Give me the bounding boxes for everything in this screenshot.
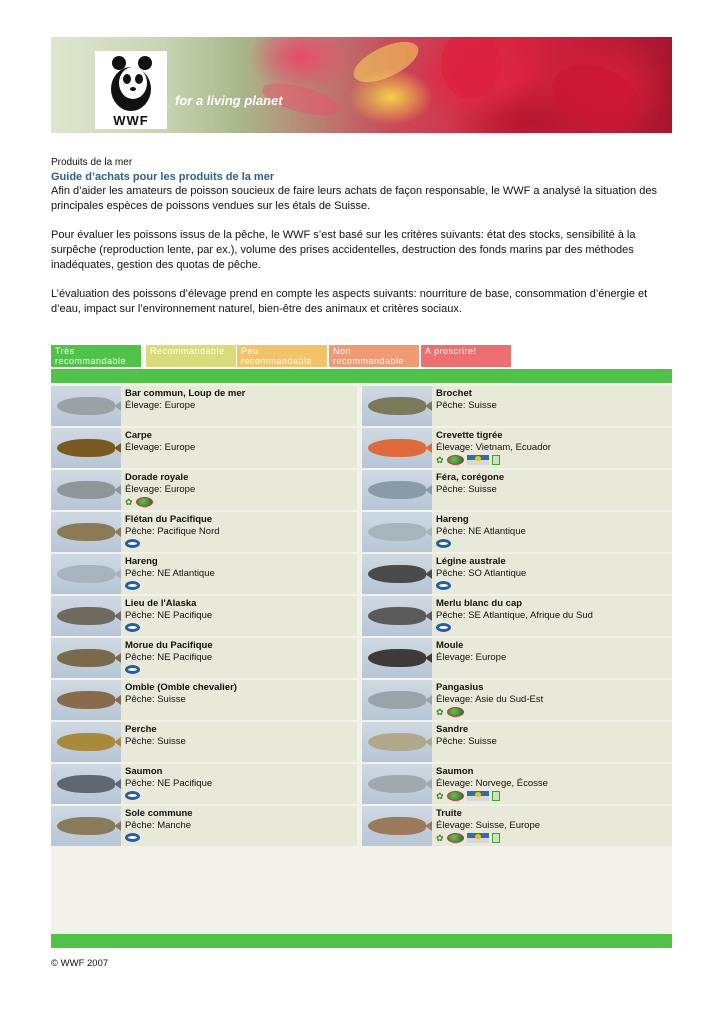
fish-icon (57, 523, 115, 541)
label-icons (125, 790, 140, 801)
fish-name: Omble (Omble chevalier) (125, 682, 237, 693)
fish-photo (51, 638, 121, 678)
fish-origin: Pêche: NE Pacifique (125, 652, 213, 663)
msc-label-icon (125, 539, 140, 548)
label-icons (125, 664, 140, 675)
friend-of-the-sea-icon (467, 833, 489, 843)
fish-name: Pangasius (436, 682, 484, 693)
fish-photo (362, 386, 432, 426)
fish-origin: Pêche: Suisse (436, 484, 497, 495)
fish-icon (57, 649, 115, 667)
fish-origin: Élevage: Vietnam, Ecuador (436, 442, 551, 453)
msc-label-icon (125, 791, 140, 800)
label-icons (436, 706, 464, 717)
label-icons (436, 454, 500, 465)
fish-photo (51, 470, 121, 510)
fish-photo (51, 596, 121, 636)
fish-entry (362, 722, 672, 762)
fish-photo (362, 806, 432, 846)
fish-origin: Pêche: SE Atlantique, Afrique du Sud (436, 610, 593, 621)
fish-origin: Pêche: NE Atlantique (125, 568, 215, 579)
msc-label-icon (436, 539, 451, 548)
fish-entry (51, 764, 357, 804)
fish-entry (362, 470, 672, 510)
msc-label-icon (125, 833, 140, 842)
fish-origin: Pêche: Pacifique Nord (125, 526, 220, 537)
bud-label-icon (492, 833, 500, 843)
fish-name: Sandre (436, 724, 469, 735)
fish-photo (51, 764, 121, 804)
section-kicker: Produits de la mer (51, 157, 133, 168)
fish-photo (51, 680, 121, 720)
fish-entry (362, 638, 672, 678)
fish-name: Morue du Pacifique (125, 640, 213, 651)
fish-origin: Pêche: Suisse (436, 400, 497, 411)
legend-a-proscrire: A proscrire! (421, 345, 511, 367)
bio-label-icon: ✿ (436, 832, 444, 843)
fish-name: Merlu blanc du cap (436, 598, 523, 609)
fish-entry (362, 680, 672, 720)
fish-origin: Pêche: NE Atlantique (436, 526, 526, 537)
fish-icon (57, 565, 115, 583)
label-icons (125, 622, 140, 633)
fish-icon (368, 523, 426, 541)
friend-of-the-sea-icon (467, 455, 489, 465)
legend-peu-recommandable: Peu recommandable (237, 345, 327, 367)
fish-photo (51, 806, 121, 846)
fish-name: Truite (436, 808, 462, 819)
farming-criteria-paragraph: L’évaluation des poissons d’élevage prend en compte les aspects suivants: nourriture de base, consommation d’énergie et d’eau, impact sur l’environnement naturel, bien-être des animaux et critères sociaux. (51, 288, 648, 315)
fish-name: Crevette tigrée (436, 430, 503, 441)
msc-label-icon (125, 581, 140, 590)
bud-label-icon (492, 791, 500, 801)
fish-entry (51, 680, 357, 720)
fish-photo (362, 596, 432, 636)
logo-text: WWF (113, 113, 149, 128)
fish-name: Légine australe (436, 556, 506, 567)
panda-icon (101, 53, 161, 115)
label-icons (125, 538, 140, 549)
fish-name: Hareng (125, 556, 158, 567)
fish-origin: Pêche: SO Atlantique (436, 568, 527, 579)
fish-icon (368, 439, 426, 457)
fish-entry (51, 554, 357, 594)
fish-photo (51, 386, 121, 426)
fish-icon (368, 607, 426, 625)
fish-origin: Élevage: Europe (125, 400, 196, 411)
fish-origin: Élevage: Suisse, Europe (436, 820, 541, 831)
bio-label-icon: ✿ (125, 496, 133, 507)
fish-icon (368, 565, 426, 583)
fish-name: Perche (125, 724, 157, 735)
bio-suisse-icon (136, 497, 153, 507)
fish-entry (51, 638, 357, 678)
header-banner (51, 37, 672, 133)
fish-icon (368, 397, 426, 415)
label-icons (436, 790, 500, 801)
fish-icon (368, 817, 426, 835)
msc-label-icon (436, 623, 451, 632)
fish-icon (368, 775, 426, 793)
fish-icon (57, 607, 115, 625)
fish-photo (51, 554, 121, 594)
friend-of-the-sea-icon (467, 791, 489, 801)
fish-origin: Pêche: NE Pacifique (125, 610, 213, 621)
fish-entry (51, 596, 357, 636)
legend-recommandable: Recommandable (146, 345, 236, 367)
bud-label-icon (492, 455, 500, 465)
fish-icon (368, 649, 426, 667)
legend-tres-recommandable: Très recommandable (51, 345, 141, 367)
bio-suisse-icon (447, 707, 464, 717)
fish-name: Dorade royale (125, 472, 189, 483)
fish-origin: Pêche: Suisse (436, 736, 497, 747)
fish-photo (51, 722, 121, 762)
fish-name: Saumon (125, 766, 163, 777)
fish-photo (362, 764, 432, 804)
fish-entry (362, 596, 672, 636)
fish-entry (51, 386, 357, 426)
label-icons (125, 496, 153, 507)
fish-photo (362, 470, 432, 510)
msc-label-icon (125, 623, 140, 632)
label-icons (436, 622, 451, 633)
fish-name: Saumon (436, 766, 474, 777)
fish-origin: Élevage: Asie du Sud-Est (436, 694, 544, 705)
msc-label-icon (436, 581, 451, 590)
bio-suisse-icon (447, 455, 464, 465)
fish-icon (57, 733, 115, 751)
fish-origin: Pêche: Manche (125, 820, 192, 831)
page-title: Guide d’achats pour les produits de la mer (51, 171, 275, 183)
fish-origin: Pêche: Suisse (125, 694, 186, 705)
fish-icon (368, 481, 426, 499)
tagline: for a living planet (175, 93, 283, 108)
fish-name: Hareng (436, 514, 469, 525)
green-divider-bottom (51, 934, 672, 948)
fish-name: Lieu de l'Alaska (125, 598, 197, 609)
fish-entry (362, 554, 672, 594)
intro-paragraph: Afin d’aider les amateurs de poisson soucieux de faire leurs achats de façon responsable, le WWF a analysé la situation des principales espèces de poissons vendues sur les étals de Suisse. (51, 185, 657, 212)
fish-name: Brochet (436, 388, 472, 399)
fish-entry (362, 386, 672, 426)
fish-photo (362, 554, 432, 594)
fish-entry (51, 722, 357, 762)
green-divider-top (51, 369, 672, 383)
label-icons (125, 580, 140, 591)
fish-origin: Élevage: Europe (125, 442, 196, 453)
fish-name: Flétan du Pacifique (125, 514, 213, 525)
fish-photo (362, 428, 432, 468)
fish-entry (51, 470, 357, 510)
fish-entry (362, 764, 672, 804)
fish-photo (51, 428, 121, 468)
fish-entry (51, 806, 357, 846)
fish-entry (51, 428, 357, 468)
fish-name: Féra, corégone (436, 472, 505, 483)
fish-photo (362, 638, 432, 678)
fish-origin: Pêche: NE Pacifique (125, 778, 213, 789)
bio-label-icon: ✿ (436, 790, 444, 801)
msc-label-icon (125, 665, 140, 674)
fish-icon (368, 733, 426, 751)
fish-origin: Élevage: Norvege, Écosse (436, 778, 548, 789)
bio-suisse-icon (447, 833, 464, 843)
fish-icon (57, 439, 115, 457)
fishing-criteria-paragraph: Pour évaluer les poissons issus de la pêche, le WWF s’est basé sur les critères suivants: état des stocks, sensibilité à la surpêche (reproduction lente, par ex.), volume des prises accidentelles, destruction des fonds marins par des méthodes inadéquates, gestion des quotas de pêche. (51, 229, 636, 271)
fish-origin: Élevage: Europe (125, 484, 196, 495)
label-icons (436, 538, 451, 549)
label-icons (436, 832, 500, 843)
fish-icon (368, 691, 426, 709)
fish-entry (362, 806, 672, 846)
fish-name: Sole commune (125, 808, 193, 819)
fish-origin: Pêche: Suisse (125, 736, 186, 747)
label-icons (436, 580, 451, 591)
fish-photo (362, 722, 432, 762)
fish-photo (51, 512, 121, 552)
fish-origin: Élevage: Europe (436, 652, 507, 663)
fish-icon (57, 481, 115, 499)
fish-entry (51, 512, 357, 552)
fish-photo (362, 512, 432, 552)
legend-non-recommandable: Non recommandable (329, 345, 419, 367)
fish-name: Bar commun, Loup de mer (125, 388, 246, 399)
fish-photo (362, 680, 432, 720)
bio-suisse-icon (447, 791, 464, 801)
label-icons (125, 832, 140, 843)
fish-icon (57, 691, 115, 709)
fish-entry (362, 428, 672, 468)
bio-label-icon: ✿ (436, 454, 444, 465)
fish-name: Carpe (125, 430, 152, 441)
fish-entry (362, 512, 672, 552)
fish-icon (57, 817, 115, 835)
fish-icon (57, 775, 115, 793)
copyright: © WWF 2007 (51, 958, 109, 969)
fish-name: Moule (436, 640, 464, 651)
fish-icon (57, 397, 115, 415)
bio-label-icon: ✿ (436, 706, 444, 717)
